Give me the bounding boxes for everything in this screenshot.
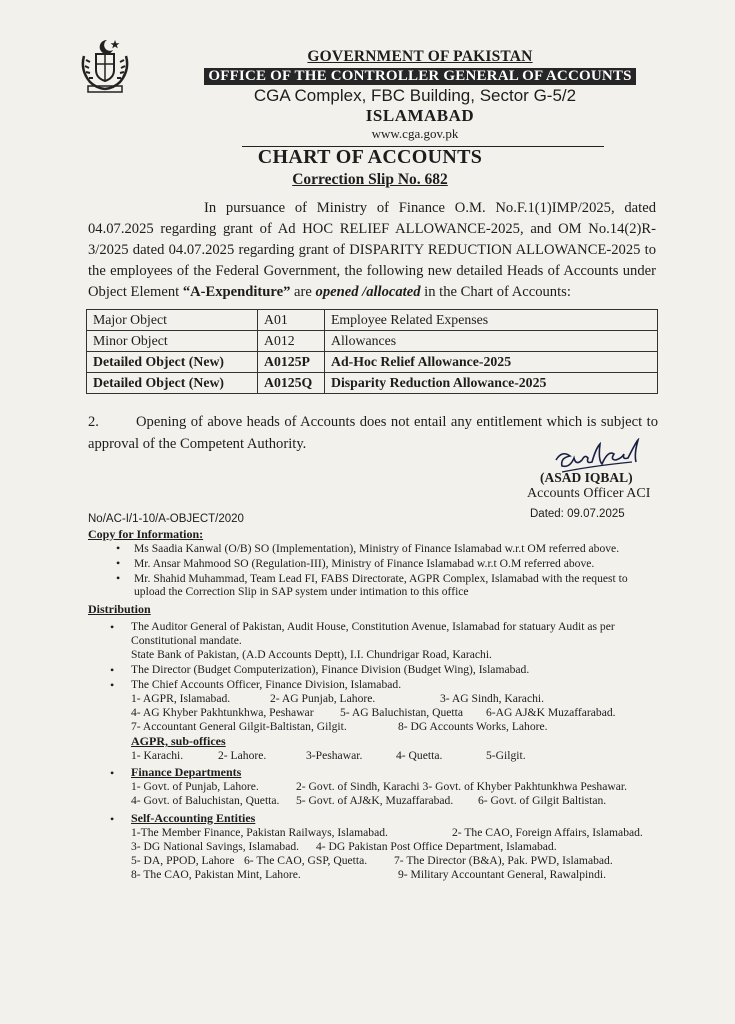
office-city: ISLAMABAD — [365, 106, 475, 125]
self-accounting-entity: 7- The Director (B&A), Pak. PWD, Islamabad. — [394, 854, 613, 867]
table-cell-desc: Disparity Reduction Allowance-2025 — [325, 373, 658, 394]
distribution-item: Constitutional mandate. — [131, 634, 242, 647]
table-cell-code: A0125P — [258, 352, 325, 373]
table-cell-desc: Allowances — [325, 331, 658, 352]
heads-of-accounts-table — [86, 309, 658, 394]
government-title: GOVERNMENT OF PAKISTAN — [307, 48, 533, 65]
bullet-icon: • — [110, 620, 115, 634]
self-accounting-entity: 3- DG National Savings, Islamabad. — [131, 840, 300, 853]
table-cell-code: A012 — [258, 331, 325, 352]
table-cell-desc: Ad-Hoc Relief Allowance-2025 — [325, 352, 658, 373]
self-accounting-heading: Self-Accounting Entities — [131, 811, 256, 825]
table-cell-object: Detailed Object (New) — [87, 352, 258, 373]
copy-item: Mr. Ansar Mahmood SO (Regulation-III), Ministry of Finance Islamabad w.r.t O.M referred above. — [134, 557, 595, 570]
agpr-office: 3-Peshawar. — [306, 749, 363, 762]
bullet-icon: • — [116, 556, 121, 570]
self-accounting-entity: 4- DG Pakistan Post Office Department, Islamabad. — [316, 840, 557, 853]
table-cell-object: Detailed Object (New) — [87, 373, 258, 394]
table-row — [87, 352, 658, 373]
office-website: www.cga.gov.pk — [371, 126, 459, 141]
ag-office: 2- AG Punjab, Lahore. — [270, 692, 376, 705]
self-accounting-entity: 1-The Member Finance, Pakistan Railways, Islamabad. — [131, 826, 388, 839]
bullet-icon: • — [110, 678, 115, 692]
bullet-icon: • — [110, 812, 115, 826]
copy-item: upload the Correction Slip in SAP system under intimation to this office — [134, 585, 469, 598]
copy-heading: Copy for Information: — [88, 527, 204, 541]
letterhead — [140, 48, 660, 142]
table-cell-object: Minor Object — [87, 331, 258, 352]
copy-item: Ms Saadia Kanwal (O/B) SO (Implementation), Ministry of Finance Islamabad w.r.t OM referred above. — [134, 542, 620, 555]
intro-paragraph — [88, 198, 656, 303]
self-accounting-entity: 5- DA, PPOD, Lahore — [131, 854, 235, 867]
government-emblem-icon — [74, 36, 134, 96]
ag-office: 8- DG Accounts Works, Lahore. — [398, 720, 548, 733]
intro-opened-allocated: opened /allocated — [315, 284, 421, 300]
paragraph-number: 2. — [88, 414, 99, 430]
finance-department: 6- Govt. of Gilgit Baltistan. — [478, 794, 607, 807]
self-accounting-entity: 9- Military Accountant General, Rawalpindi. — [398, 868, 606, 881]
bullet-icon: • — [116, 571, 121, 585]
table-row — [87, 331, 658, 352]
reference-number: No/AC-I/1-10/A-OBJECT/2020 — [88, 513, 244, 525]
signatory-designation: Accounts Officer ACI — [527, 486, 651, 501]
office-address: CGA Complex, FBC Building, Sector G-5/2 — [253, 86, 577, 105]
finance-department: 2- Govt. of Sindh, Karachi 3- Govt. of Khyber Pakhtunkhwa Peshawar. — [296, 780, 628, 793]
table-row — [87, 310, 658, 331]
finance-department: 4- Govt. of Baluchistan, Quetta. — [131, 794, 280, 807]
intro-text-c: are — [290, 284, 316, 300]
intro-object-element: “A-Expenditure” — [182, 284, 291, 300]
agpr-office: 2- Lahore. — [218, 749, 267, 762]
distribution-item: State Bank of Pakistan, (A.D Accounts Deptt), I.I. Chundrigar Road, Karachi. — [131, 648, 492, 661]
ag-office: 7- Accountant General Gilgit-Baltistan, Gilgit. — [131, 720, 347, 733]
signatory-name: (ASAD IQBAL) — [540, 470, 633, 485]
ag-office: 6-AG AJ&K Muzaffarabad. — [486, 706, 616, 719]
bullet-icon: • — [110, 766, 115, 780]
finance-department: 5- Govt. of AJ&K, Muzaffarabad. — [296, 794, 454, 807]
document-date: Dated: 09.07.2025 — [530, 508, 625, 520]
table-cell-code: A01 — [258, 310, 325, 331]
entitlement-text: Opening of above heads of Accounts does not entail any entitlement which is subject to approval of the Competent Authority. — [88, 414, 658, 452]
agpr-heading: AGPR, sub-offices — [131, 734, 226, 748]
distribution-item: The Auditor General of Pakistan, Audit House, Constitution Avenue, Islamabad for statuary Audit as per — [131, 620, 615, 633]
agpr-office: 1- Karachi. — [131, 749, 184, 762]
office-title: OFFICE OF THE CONTROLLER GENERAL OF ACCOUNTS — [204, 68, 635, 85]
table-cell-object: Major Object — [87, 310, 258, 331]
distribution-heading: Distribution — [88, 602, 151, 616]
correction-slip-number: Correction Slip No. 682 — [292, 171, 448, 188]
table-row — [87, 373, 658, 394]
agpr-office: 4- Quetta. — [396, 749, 443, 762]
table-cell-code: A0125Q — [258, 373, 325, 394]
table-cell-desc: Employee Related Expenses — [325, 310, 658, 331]
self-accounting-entity: 2- The CAO, Foreign Affairs, Islamabad. — [452, 826, 643, 839]
self-accounting-entity: 8- The CAO, Pakistan Mint, Lahore. — [131, 868, 301, 881]
distribution-item: The Director (Budget Computerization), Finance Division (Budget Wing), Islamabad. — [131, 663, 530, 676]
ag-office: 3- AG Sindh, Karachi. — [440, 692, 545, 705]
agpr-office: 5-Gilgit. — [486, 749, 526, 762]
document-title: CHART OF ACCOUNTS — [257, 146, 483, 168]
finance-department: 1- Govt. of Punjab, Lahore. — [131, 780, 259, 793]
ag-office: 4- AG Khyber Pakhtunkhwa, Peshawar — [131, 706, 314, 719]
intro-text-e: in the Chart of Accounts: — [420, 284, 571, 300]
intro-text-a: In pursuance of Ministry of Finance O.M. No.F.1(1)IMP/2025, dated 04.07.2025 regarding grant of Ad HOC RELIEF ALLOWANCE-2025, and OM No.14(2)R-3/2025 dated 04.07.2025 regarding grant of DISPARITY REDUCTION ALLOWANCE-2025 to the employees of the Federal Government, the following new detailed Heads of Accounts under Object Element — [88, 200, 656, 300]
bullet-icon: • — [116, 541, 121, 555]
distribution-item: The Chief Accounts Officer, Finance Division, Islamabad. — [131, 678, 402, 691]
bullet-icon: • — [110, 663, 115, 677]
ag-office: 5- AG Baluchistan, Quetta — [340, 706, 463, 719]
finance-heading: Finance Departments — [131, 765, 242, 779]
self-accounting-entity: 6- The CAO, GSP, Quetta. — [244, 854, 368, 867]
ag-office: 1- AGPR, Islamabad. — [131, 692, 231, 705]
copy-item: Mr. Shahid Muhammad, Team Lead FI, FABS Directorate, AGPR Complex, Islamabad with the request to — [134, 572, 628, 585]
